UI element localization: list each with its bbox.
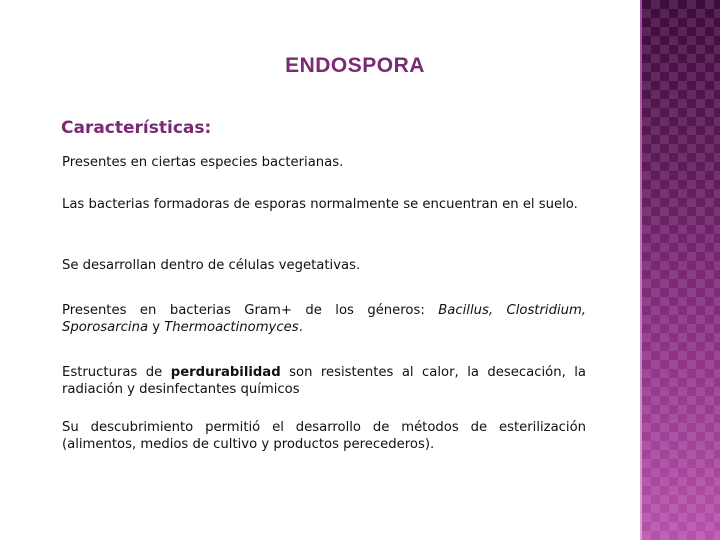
item-text: Presentes en bacterias Gram+ de los géneros: xyxy=(62,303,439,318)
separator xyxy=(493,303,506,318)
list-item xyxy=(62,364,586,398)
list-item: Presentes en ciertas especies bacterianas. xyxy=(62,155,344,170)
slide-title: ENDOSPORA xyxy=(285,54,425,77)
item-text: . xyxy=(298,320,303,335)
genus-name: Sporosarcina xyxy=(62,320,149,335)
emphasis-term: perdurabilidad xyxy=(170,365,281,380)
list-item: Las bacterias formadoras de esporas normalmente se encuentran en el suelo. xyxy=(62,197,578,212)
list-item: Se desarrollan dentro de células vegetativas. xyxy=(62,258,361,273)
item-text: son resistentes al calor, la desecación, la radiación y desinfectantes químicos xyxy=(62,365,586,397)
list-item: Su descubrimiento permitió el desarrollo de métodos de esterilización (alimentos, medios de cultivo y productos perecederos). xyxy=(62,420,586,452)
genus-name: Bacillus, xyxy=(438,303,494,318)
section-heading: Características: xyxy=(61,118,212,138)
genus-name: Thermoactinomyces xyxy=(164,320,299,335)
decorative-side-band xyxy=(642,0,720,540)
list-item xyxy=(62,302,586,336)
conjunction: y xyxy=(148,320,165,335)
genus-name: Clostridium, xyxy=(506,303,586,318)
item-text: Estructuras de xyxy=(62,365,171,380)
